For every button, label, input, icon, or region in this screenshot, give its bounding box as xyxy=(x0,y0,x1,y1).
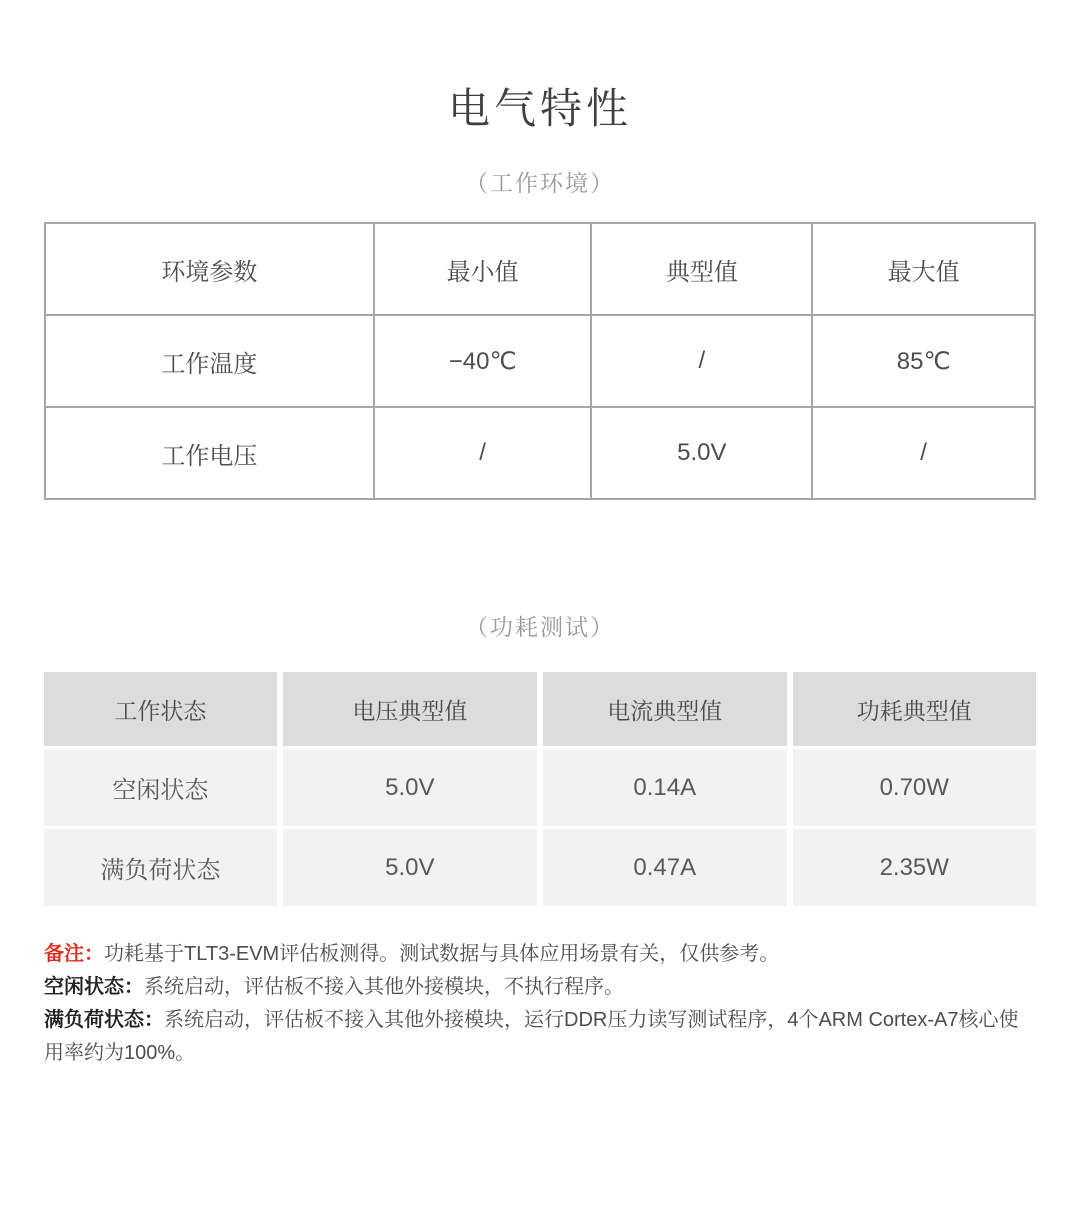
env-cell-max: / xyxy=(812,407,1035,499)
power-cell-current-idle: 0.14A xyxy=(543,749,787,826)
note-fullload-state xyxy=(44,1004,1036,1070)
note-remark-label: 备注： xyxy=(44,943,104,965)
power-cell-state-fullload: 满负荷状态 xyxy=(44,829,277,906)
note-idle-state xyxy=(44,971,1036,1004)
power-table-header-voltage: 电压典型值 xyxy=(283,672,537,746)
env-table xyxy=(44,222,1036,500)
env-cell-parameter: 工作电压 xyxy=(45,407,374,499)
page-title: 电气特性 xyxy=(447,85,632,132)
env-table-header-row xyxy=(45,223,1035,315)
notes-block xyxy=(44,938,1036,1070)
power-cell-power-idle: 0.70W xyxy=(793,749,1037,826)
note-remark-text: 功耗基于TLT3-EVM评估板测得。测试数据与具体应用场景有关，仅供参考。 xyxy=(104,943,780,965)
power-cell-voltage-idle: 5.0V xyxy=(283,749,537,826)
env-table-header-min: 最小值 xyxy=(374,223,592,315)
note-fullload-text: 系统启动，评估板不接入其他外接模块，运行DDR压力读写测试程序，4个ARM Cortex-A7核心使用率约为100%。 xyxy=(44,1009,1019,1064)
env-cell-typical: / xyxy=(591,315,812,407)
power-table-header-state: 工作状态 xyxy=(44,672,277,746)
note-fullload-label: 满负荷状态： xyxy=(44,1009,164,1031)
note-idle-label: 空闲状态： xyxy=(44,976,144,998)
env-cell-min: −40℃ xyxy=(374,315,592,407)
power-cell-current-fullload: 0.47A xyxy=(543,829,787,906)
power-section-subtitle: （功耗测试） xyxy=(465,614,615,640)
power-cell-state-idle: 空闲状态 xyxy=(44,749,277,826)
power-cell-voltage-fullload: 5.0V xyxy=(283,829,537,906)
env-section-subtitle: （工作环境） xyxy=(465,170,615,196)
env-cell-min: / xyxy=(374,407,592,499)
env-cell-max: 85℃ xyxy=(812,315,1035,407)
env-table-row-voltage xyxy=(45,407,1035,499)
note-idle-text: 系统启动，评估板不接入其他外接模块，不执行程序。 xyxy=(144,976,624,998)
power-table xyxy=(44,672,1036,906)
env-table-header-typical: 典型值 xyxy=(591,223,812,315)
power-cell-power-fullload: 2.35W xyxy=(793,829,1037,906)
env-table-header-max: 最大值 xyxy=(812,223,1035,315)
env-table-header-parameter: 环境参数 xyxy=(45,223,374,315)
env-cell-typical: 5.0V xyxy=(591,407,812,499)
power-table-header-power: 功耗典型值 xyxy=(793,672,1037,746)
env-table-row-temperature xyxy=(45,315,1035,407)
note-remark xyxy=(44,938,1036,971)
power-table-header-current: 电流典型值 xyxy=(543,672,787,746)
env-cell-parameter: 工作温度 xyxy=(45,315,374,407)
